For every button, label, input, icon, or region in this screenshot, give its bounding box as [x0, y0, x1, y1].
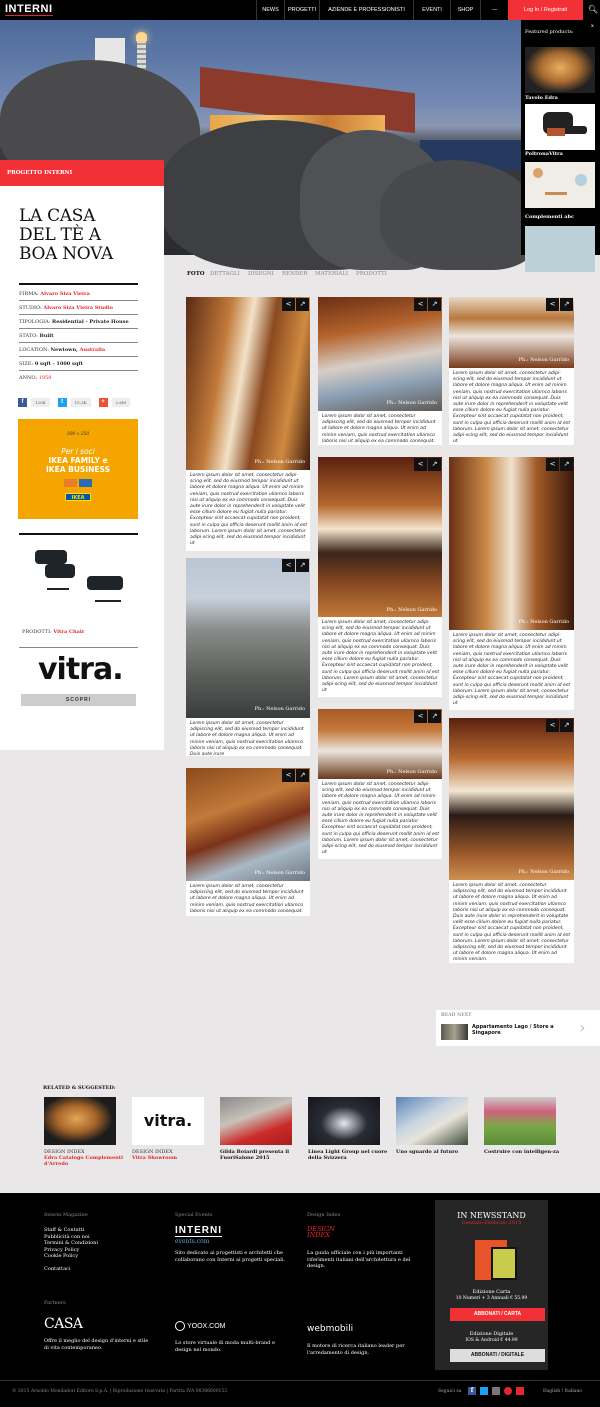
footer-heading: Special Events — [175, 1212, 213, 1218]
tablet-cover[interactable] — [491, 1247, 517, 1280]
photo-credit: Ph.: Nelson Garrido — [518, 619, 569, 625]
gallery-photo[interactable] — [318, 297, 442, 411]
subscribe-digital-button[interactable]: ABBONATI / DIGITALE — [450, 1349, 545, 1362]
product-line — [22, 629, 84, 635]
spec-value-link[interactable]: 1958 — [38, 375, 52, 381]
ikea-logo: IKEA — [65, 493, 91, 501]
project-category-tag[interactable]: PROGETTO INTERNI — [0, 160, 164, 186]
nav-aziende[interactable]: AZIENDE E PROFESSIONISTI — [319, 0, 413, 20]
footer-link[interactable]: Privacy Policy — [44, 1246, 80, 1253]
nav-more[interactable]: — — [480, 0, 508, 20]
spec-value-link[interactable]: Australia — [79, 347, 106, 353]
interni-events-logo[interactable]: INTERNI — [175, 1225, 222, 1236]
chevron-right-icon[interactable]: › — [579, 1018, 586, 1037]
related-title-link[interactable]: Vitra Showroom — [132, 1155, 178, 1161]
share-icon[interactable]: < — [414, 458, 427, 471]
twitter-icon[interactable]: t — [58, 398, 67, 407]
related-item[interactable] — [44, 1149, 124, 1167]
gallery-photo[interactable] — [449, 718, 574, 880]
gallery-card[interactable] — [186, 558, 310, 756]
spec-label: STATO: — [19, 333, 40, 339]
footer-link[interactable]: Cookie Policy — [44, 1253, 79, 1259]
gallery-photo[interactable] — [186, 297, 310, 470]
photo-description: Lorem ipsum dolor sit amet, consectetur adipi-scing elit, sed do eiusmod tempor incididunt ut labore et dolore magna aliqua. Ut enim ad minim veniam, quis nostrud exercitation ullamco laboris nisi ut aliquip ex ea commodo consequat. Duis aute irure dolor in reprehenderit in voluptate velit esse cillum dolore eu fugiat nulla pariatur. Excepteur sint occaecat cupidatat non proident, sunt in culpa qui officia deserunt mollit anim id est laborum. Lorem ipsum dolor sit amet, consectetur adipi-scing elit, sed do eiusmod tempor incididunt ut — [453, 371, 570, 445]
newsstand-title: IN NEWSSTAND — [457, 1211, 526, 1220]
gallery-card[interactable] — [318, 709, 442, 859]
tab-materiali[interactable]: MATERIALI — [315, 271, 349, 277]
product-label: PRODOTTI: — [22, 629, 54, 635]
share-icon[interactable]: < — [546, 719, 559, 732]
product-link[interactable]: Vitra Chair — [53, 629, 85, 635]
spec-value: Residential - Private House — [52, 319, 129, 325]
product-image-chair[interactable] — [35, 548, 125, 608]
vitra-logo: vitra. — [38, 652, 123, 687]
featured-product-label[interactable]: Complementi abc — [525, 214, 575, 220]
language-switch[interactable]: English / Italiano — [543, 1389, 582, 1394]
related-item[interactable]: Uno sguardo al futuro — [396, 1149, 459, 1155]
gallery-photo[interactable] — [449, 457, 574, 630]
read-next-label: READ NEXT — [441, 1013, 472, 1018]
photo-description: Lorem ipsum dolor sit amet, consectetur adipi-scing elit, sed do eiusmod tempor incididunt ut labore et dolore magna aliqua. Ut enim ad minim veniam, quis nostrud exercitation ullamco laboris nisi ut aliquip ex ea commodo consequat. Duis aute irure dolor in reprehenderit in voluptate velit esse cillum dolore eu fugiat nulla pariatur. Excepteur sint occaecat cupidatat non proident, sunt in culpa qui officia deserunt mollit anim id est laborum. Lorem ipsum dolor sit amet, consectetur adipi-scing elit, sed do eiusmod tempor incididunt ut — [190, 473, 307, 547]
search-icon[interactable]: 🔍︎ — [587, 5, 599, 14]
divider — [19, 283, 138, 285]
related-category: DESIGN INDEX — [44, 1149, 85, 1155]
print-price: 10 Numeri + 3 Annuali € 55.99 — [455, 1296, 528, 1301]
related-category: DESIGN INDEX — [132, 1149, 173, 1155]
photo-credit: Ph.: Nelson Garrido — [518, 869, 569, 875]
related-thumbnail-vitra[interactable]: vitra. — [132, 1097, 204, 1145]
expand-icon[interactable]: ↗ — [560, 458, 573, 471]
related-thumbnail[interactable] — [484, 1097, 556, 1145]
share-icon[interactable]: < — [414, 710, 427, 723]
photo-credit: Ph.: Nelson Garrido — [254, 870, 305, 876]
photo-credit: Ph.: Nelson Garrido — [386, 769, 437, 775]
featured-product-image[interactable] — [525, 226, 595, 272]
gallery-card[interactable] — [186, 768, 310, 916]
featured-product-label[interactable]: PoltronaVitra — [525, 151, 563, 157]
photo-description: Lorem ipsum dolor sit amet, consectetur adipiscing elit, sed do eiusmod tempor incididunt ut labore et dolore magna aliqua. Ut enim ad minim veniam, quis nostrud exercitation ullamco laboris nisi ut aliquip ex ea commodo consequat. Duis aute irure dolor in reprehenderit in voluptate velit esse cillum dolore eu fugiat nulla pariatur. Excepteur sint occaecat cupidatat non proident, sunt in culpa qui officia deserunt mollit anim id est laborum. Lorem ipsum dolor sit amet, consectetur adipiscing elit, sed do eiusmod tempor incididunt ut labore et dolore magna aliqua. Ut enim ad minim veniam. — [453, 883, 570, 963]
spec-label: STUDIO: — [19, 305, 44, 311]
footer-heading: Partners — [44, 1300, 66, 1306]
expand-icon[interactable]: ↗ — [296, 298, 309, 311]
instagram-icon[interactable] — [492, 1387, 500, 1395]
footer-link[interactable]: Termini & Condizioni — [44, 1240, 99, 1246]
related-item[interactable]: Gilda Boiardi presenta il FuoriSalone 2015 — [220, 1149, 290, 1161]
share-icon[interactable]: < — [282, 559, 295, 572]
gallery-photo[interactable] — [186, 768, 310, 881]
related-thumbnail[interactable] — [308, 1097, 380, 1145]
gallery-card[interactable] — [449, 457, 574, 710]
photo-description: Lorem ipsum dolor sit amet, consectetur adipiscing elit, sed do eiusmod tempor incididunt ut labore et dolore magna aliqua. Ut enim ad minim veniam, quis nostrud exercitation ullamco laboris nisi ut aliquip ex ea commodo consequat. — [322, 414, 436, 444]
footer-text: Il motore di ricerca italiano leader per l'arredamento di design. — [307, 1343, 405, 1356]
related-item[interactable]: Costruire con intelligen-za — [484, 1149, 560, 1155]
share-count: 15,3K — [71, 398, 91, 407]
photo-description: Lorem ipsum dolor sit amet, consectetur adipi-scing elit, sed do eiusmod tempor incididunt ut labore et dolore magna aliqua. Ut enim ad minim veniam, quis nostrud exercitation ullamco laboris nisi ut aliquip ex ea commodo consequat. Duis aute irure dolor in reprehenderit in voluptate velit esse cillum dolore eu fugiat nulla pariatur. Excepteur sint occaecat cupidatat non proident, sunt in culpa qui officia deserunt mollit anim id est laborum. Lorem ipsum dolor sit amet, consectetur adipi-scing elit, sed do eiusmod tempor incididunt ut — [453, 633, 570, 707]
footer-text: La guida ufficiale con i più importanti riferimenti italiani dell'architettura e del design. — [307, 1250, 411, 1269]
featured-product-image[interactable] — [525, 47, 595, 93]
pinterest-icon[interactable] — [504, 1387, 512, 1395]
featured-product-label[interactable]: Tavolo Edra — [525, 95, 558, 101]
tab-render[interactable]: RENDER — [282, 271, 308, 277]
twitter-icon[interactable] — [480, 1387, 488, 1395]
featured-product-image[interactable] — [525, 104, 595, 150]
expand-icon[interactable]: ↗ — [560, 719, 573, 732]
newsstand-box — [435, 1200, 548, 1370]
tab-prodotti[interactable]: PRODOTTI — [356, 271, 387, 277]
gallery-card[interactable] — [449, 297, 574, 445]
print-title: Edizione Carta — [472, 1289, 511, 1295]
footer-link-contact[interactable]: Contattaci — [44, 1265, 71, 1272]
ad-line: IKEA BUSINESS — [45, 465, 110, 474]
ad-line: Per i soci — [61, 447, 95, 456]
photo-description: Lorem ipsum dolor sit amet, consectetur adipi-scing elit, sed do eiusmod tempor incididunt ut labore et dolore magna aliqua. Ut enim ad minim veniam, quis nostrud exercitation ullamco laboris nisi ut aliquip ex ea commodo consequat. Duis aute irure dolor in reprehenderit in voluptate velit esse cillum dolore eu fugiat nulla pariatur. Excepteur sint occaecat cupidatat non proident, sunt in culpa qui officia deserunt mollit anim id est laborum. Lorem ipsum dolor sit amet, consectetur adipi-scing elit, sed do eiusmod tempor incididunt ut — [322, 782, 439, 856]
rock — [380, 160, 540, 270]
photo-credit: Ph.: Nelson Garrido — [386, 400, 437, 406]
tab-disegni[interactable]: DISEGNI — [248, 271, 274, 277]
gallery-card[interactable] — [186, 297, 310, 551]
webmobili-logo[interactable]: webmobili — [307, 1324, 354, 1334]
photo-description: Lorem ipsum dolor sit amet, consectetur adipi-scing elit, sed do eiusmod tempor incididunt ut labore et dolore magna aliqua. Ut enim ad minim veniam, quis nostrud exercitation ullamco laboris nisi ut aliquip ex ea commodo consequat. Duis aute irure dolor in reprehenderit in voluptate velit esse cillum dolore eu fugiat nulla pariatur. Excepteur sint occaecat cupidatat non proident, sunt in culpa qui officia deserunt mollit anim id est laborum. Lorem ipsum dolor sit amet, consectetur adipi-scing elit, sed do eiusmod tempor incididunt ut — [322, 620, 439, 694]
featured-products-panel — [521, 20, 600, 255]
gallery-card[interactable] — [449, 718, 574, 963]
share-icon[interactable]: < — [282, 298, 295, 311]
photo-credit: Ph.: Nelson Garrido — [518, 357, 569, 363]
footer-heading: Design Index — [307, 1212, 341, 1218]
related-thumbnail[interactable] — [44, 1097, 116, 1145]
facebook-icon[interactable]: f — [18, 398, 27, 407]
spec-label: LOCATION: — [19, 347, 51, 353]
spec-firma — [19, 287, 138, 301]
share-bar — [18, 398, 130, 407]
site-logo[interactable]: INTERNI — [5, 3, 53, 15]
featured-product-image[interactable] — [525, 162, 595, 208]
footer-link[interactable]: Staff & Contatti — [44, 1227, 85, 1233]
follow-label: Seguici su — [438, 1389, 462, 1394]
footer-link[interactable]: Pubblicità con noi — [44, 1233, 90, 1240]
expand-icon[interactable]: ↗ — [296, 769, 309, 782]
expand-icon[interactable]: ↗ — [428, 458, 441, 471]
spec-anno — [19, 371, 138, 385]
expand-icon[interactable]: ↗ — [428, 298, 441, 311]
related-title-link[interactable]: Edra Catalogo Complementi d'Arredo — [44, 1155, 123, 1167]
advertisement-ikea[interactable] — [18, 419, 138, 519]
tab-foto[interactable]: FOTO — [187, 271, 205, 277]
title-line: BOA NOVA — [19, 244, 113, 264]
related-title: RELATED & SUGGESTED: — [43, 1085, 116, 1091]
tab-dettagli[interactable]: DETTAGLI — [210, 271, 240, 277]
gallery-card[interactable] — [318, 297, 442, 445]
title-line: LA CASA — [19, 206, 96, 226]
related-item[interactable]: Linea Light Group nel cuore della Svizzera — [308, 1149, 388, 1161]
read-next-thumbnail — [441, 1024, 468, 1040]
design-index-logo[interactable]: DESIGN INDEX — [307, 1225, 335, 1239]
lighthouse-light — [136, 32, 147, 41]
digital-price: IOS & Android € 44.99 — [465, 1338, 518, 1343]
expand-icon[interactable]: ↗ — [296, 559, 309, 572]
yoox-logo[interactable] — [175, 1321, 226, 1331]
youtube-icon[interactable] — [516, 1387, 524, 1395]
spec-label: FIRMA: — [19, 291, 41, 297]
nav-shop[interactable]: SHOP — [450, 0, 480, 20]
yoox-logo-text: YOOX.COM — [187, 1322, 226, 1330]
footer-heading: Interni Magazine — [44, 1212, 88, 1218]
nav-news[interactable]: NEWS — [256, 0, 284, 20]
footer-text: Sito dedicato ai progettisti e architetti che collaborano con Interni ai progetti speciali. — [175, 1250, 286, 1263]
spec-location — [19, 343, 138, 357]
gallery-photo[interactable] — [318, 457, 442, 617]
related-thumbnail[interactable] — [396, 1097, 468, 1145]
ad-line: IKEA FAMILY e — [48, 456, 108, 465]
footer-text: Offre il meglio del design d'interni e stile di vita contemporaneo. — [44, 1338, 149, 1351]
read-next-box[interactable] — [436, 1010, 600, 1046]
title-line: DEL TÈ A — [19, 225, 101, 245]
divider — [19, 533, 138, 535]
ad-cards — [62, 479, 94, 487]
spec-tipologia — [19, 315, 138, 329]
share-count: 2.6M — [112, 398, 130, 407]
spec-label: TIPOLOGIA: — [19, 319, 53, 325]
close-icon[interactable]: x — [591, 23, 594, 29]
ad-size: 300 x 250 — [66, 432, 90, 437]
page-title — [19, 207, 149, 264]
gallery-card[interactable] — [318, 457, 442, 697]
photo-description: Lorem ipsum dolor sit amet, consectetur adipiscing elit, sed do eiusmod tempor incididunt ut labore et dolore magna aliqua. Ut enim ad minim veniam, quis nostrud exercitation ullamco laboris nisi ut aliquip ex ea commodo consequat. — [190, 884, 304, 914]
login-button[interactable]: Log In / Registrati — [508, 0, 583, 20]
featured-title: Featured products: — [525, 29, 574, 35]
expand-icon[interactable]: ↗ — [428, 710, 441, 723]
spec-value: 0 sqft - 1000 sqft — [34, 361, 83, 367]
footer-text: Lo store virtuale di moda multi-brand e design nel mondo. — [175, 1340, 275, 1353]
spec-value: Built — [39, 333, 54, 339]
related-item[interactable] — [132, 1149, 212, 1161]
digital-title: Edizione Digitale — [469, 1331, 514, 1337]
footer-links — [44, 1227, 98, 1272]
social-links — [468, 1387, 524, 1395]
gallery-photo[interactable] — [186, 558, 310, 718]
spec-label: SIZE: — [19, 361, 35, 367]
discover-button[interactable]: SCOPRI — [21, 694, 136, 706]
read-next-title[interactable]: Appartamento Lago / Store a Singapore — [472, 1024, 554, 1036]
nav-progetti[interactable]: PROGETTI — [284, 0, 319, 20]
subscribe-print-button[interactable]: ABBONATI / CARTA — [450, 1308, 545, 1321]
spec-studio — [19, 301, 138, 315]
spec-value: Newtown, — [50, 347, 80, 353]
photo-description: Lorem ipsum dolor sit amet, consectetur adipiscing elit, sed do eiusmod tempor incididunt ut labore et dolore magna aliqua. Ut enim ad minim veniam, quis nostrud exercitation ullamco laboris nisi ut aliquip ex ea commodo consequat. Duis aute irure — [190, 721, 304, 758]
interni-events-sub: events.com — [175, 1238, 210, 1245]
photo-credit: Ph.: Nelson Garrido — [254, 459, 305, 465]
spec-stato — [19, 329, 138, 343]
photo-credit: Ph.: Nelson Garrido — [386, 607, 437, 613]
expand-icon[interactable]: ↗ — [560, 298, 573, 311]
casa-logo[interactable]: CASA — [44, 1316, 83, 1332]
related-thumbnail[interactable] — [220, 1097, 292, 1145]
divider — [19, 647, 138, 648]
nav-eventi[interactable]: EVENTI — [413, 0, 450, 20]
share-icon[interactable]: < — [546, 298, 559, 311]
share-icon[interactable]: < — [282, 769, 295, 782]
divider — [0, 1380, 600, 1381]
spec-value-link[interactable]: Alvaro Siza Vieira — [40, 291, 90, 297]
spec-size — [19, 357, 138, 371]
facebook-icon[interactable]: f — [468, 1387, 476, 1395]
copyright: © 2015 Arnoldo Mondadori Editore S.p.A. | Riproduzione riservata | Partita IVA 08386600152 — [12, 1389, 228, 1394]
share-count: 120K — [31, 398, 50, 407]
newsstand-issue: Gennaio-Febbraio 2015 — [461, 1220, 522, 1226]
plus-share-icon[interactable]: + — [99, 398, 108, 407]
share-icon[interactable]: < — [546, 458, 559, 471]
share-icon[interactable]: < — [414, 298, 427, 311]
photo-credit: Ph.: Nelson Garrido — [254, 706, 305, 712]
spec-value-link[interactable]: Alvaro Siza Vieira Studio — [43, 305, 113, 311]
spec-label: ANNO: — [19, 375, 39, 381]
